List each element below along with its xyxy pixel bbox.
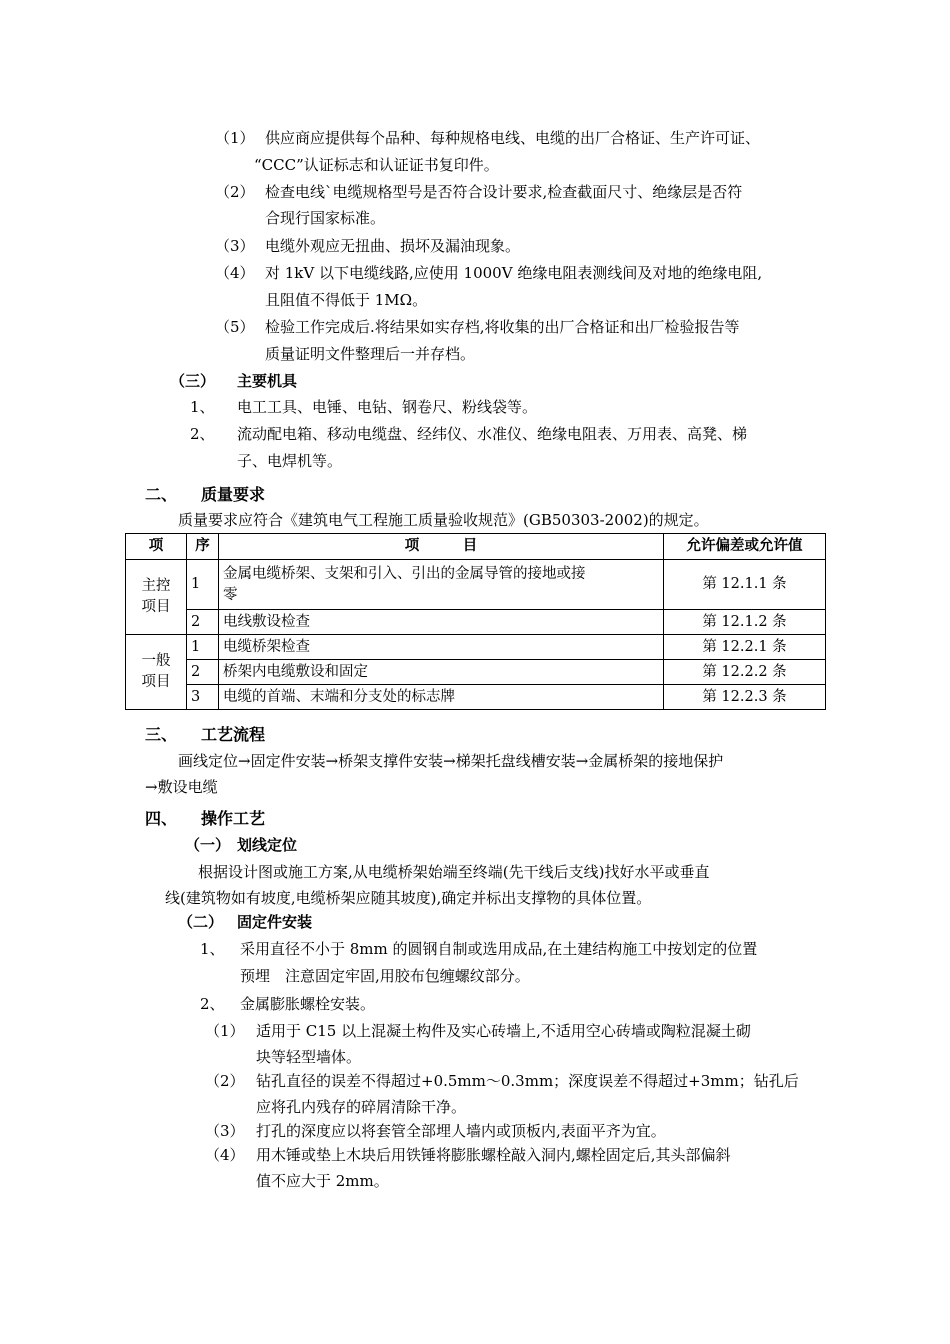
row-number: 2 xyxy=(187,610,219,635)
subsection-title: 主要机具 xyxy=(237,372,298,390)
list-item-text: 值不应大于 2mm。 xyxy=(256,1172,389,1190)
list-item-text: 检查电线`电缆规格型号是否符合设计要求,检查截面尺寸、绝缘层是否符 xyxy=(265,183,743,201)
list-item-text: 预埋 注意固定牢固,用胶布包缠螺纹部分。 xyxy=(240,967,530,985)
list-item-text: 钻孔直径的误差不得超过+0.5mm～0.3mm；深度误差不得超过+3mm；钻孔后 xyxy=(256,1072,799,1090)
column-header: 项 目 xyxy=(219,534,664,560)
list-item-text: 金属膨胀螺栓安装。 xyxy=(240,995,376,1013)
group-label-line: 项目 xyxy=(141,674,171,690)
list-item-number: （3） xyxy=(215,237,255,255)
row-value: 第 12.1.1 条 xyxy=(664,560,826,610)
section-title: 质量要求 xyxy=(201,485,266,504)
row-value: 第 12.2.3 条 xyxy=(664,685,826,710)
list-item-number: （4） xyxy=(205,1146,245,1164)
paragraph-line: →敷设电缆 xyxy=(145,778,218,796)
list-item-number: （1） xyxy=(215,129,255,147)
list-item-text: 电缆外观应无扭曲、损坏及漏油现象。 xyxy=(265,237,521,255)
paragraph-line: 根据设计图或施工方案,从电缆桥架始端至终端(先干线后支线)找好水平或垂直 xyxy=(198,863,710,881)
row-value: 第 12.1.2 条 xyxy=(664,610,826,635)
table-row xyxy=(126,660,826,685)
row-item: 桥架内电缆敷设和固定 xyxy=(219,660,664,685)
list-item-text: 且阻值不得低于 1MΩ。 xyxy=(265,291,428,309)
section-title: 工艺流程 xyxy=(201,725,266,744)
list-item-text: 采用直径不小于 8mm 的圆钢自制或选用成品,在土建结构施工中按划定的位置 xyxy=(240,940,758,958)
subsection-number: （三） xyxy=(170,372,216,390)
group-label xyxy=(126,560,187,635)
table-row xyxy=(126,610,826,635)
paragraph-line: 画线定位→固定件安装→桥架支撑件安装→梯架托盘线槽安装→金属桥架的接地保护 xyxy=(178,752,724,770)
list-item-number: 1、 xyxy=(200,940,225,958)
subsection-number: （一） xyxy=(185,836,231,854)
list-item-number: （5） xyxy=(215,318,255,336)
list-item-text: 供应商应提供每个品种、每种规格电线、电缆的出厂合格证、生产许可证、 xyxy=(265,129,761,147)
list-item-number: 2、 xyxy=(190,425,215,443)
list-item-number: （1） xyxy=(205,1022,245,1040)
table-header-row xyxy=(126,534,826,560)
row-value: 第 12.2.2 条 xyxy=(664,660,826,685)
row-item-line: 金属电缆桥架、支架和引入、引出的金属导管的接地或接 xyxy=(223,565,586,582)
row-item xyxy=(219,560,664,610)
section-number: 四、 xyxy=(145,809,178,828)
column-header: 允许偏差或允许值 xyxy=(664,534,826,560)
subsection-title: 划线定位 xyxy=(237,836,298,854)
list-item-text: 适用于 C15 以上混凝土构件及实心砖墙上,不适用空心砖墙或陶粒混凝土砌 xyxy=(256,1022,751,1040)
section-number: 二、 xyxy=(145,485,178,504)
list-item-text: 对 1kV 以下电缆线路,应使用 1000V 绝缘电阻表测线间及对地的绝缘电阻, xyxy=(265,264,763,282)
row-value: 第 12.2.1 条 xyxy=(664,635,826,660)
group-label-line: 主控 xyxy=(141,578,171,594)
row-number: 2 xyxy=(187,660,219,685)
row-number: 1 xyxy=(187,635,219,660)
list-item-text: 合现行国家标准。 xyxy=(265,209,386,227)
list-item-text: 打孔的深度应以将套管全部埋人墙内或顶板内,表面平齐为宜。 xyxy=(256,1122,666,1140)
subsection-number: （二） xyxy=(178,913,224,931)
paragraph-line: 线(建筑物如有坡度,电缆桥架应随其坡度),确定并标出支撑物的具体位置。 xyxy=(165,889,652,907)
group-label-line: 项目 xyxy=(141,599,171,615)
list-item-text: 质量证明文件整理后一并存档。 xyxy=(265,345,476,363)
list-item-text: 检验工作完成后.将结果如实存档,将收集的出厂合格证和出厂检验报告等 xyxy=(265,318,740,336)
table-row xyxy=(126,635,826,660)
list-item-number: （3） xyxy=(205,1122,245,1140)
quality-table xyxy=(125,533,826,710)
list-item-text: 块等轻型墙体。 xyxy=(256,1048,362,1066)
row-item: 电线敷设检查 xyxy=(219,610,664,635)
list-item-text: 流动配电箱、移动电缆盘、经纬仪、水准仪、绝缘电阻表、万用表、高凳、梯 xyxy=(237,425,748,443)
list-item-number: 1、 xyxy=(190,398,215,416)
list-item-number: （2） xyxy=(205,1072,245,1090)
row-item: 电缆桥架检查 xyxy=(219,635,664,660)
row-item-line: 零 xyxy=(223,586,238,603)
list-item-number: 2、 xyxy=(200,995,225,1013)
column-header: 项 xyxy=(126,534,187,560)
list-item-text: “CCC”认证标志和认证证书复印件。 xyxy=(254,156,499,174)
list-item-number: （4） xyxy=(215,264,255,282)
section-title: 操作工艺 xyxy=(201,809,266,828)
list-item-text: 子、电焊机等。 xyxy=(237,452,343,470)
section-intro: 质量要求应符合《建筑电气工程施工质量验收规范》(GB50303-2002)的规定。 xyxy=(178,511,709,529)
group-label-line: 一般 xyxy=(141,653,171,669)
table-row xyxy=(126,560,826,610)
column-header: 序 xyxy=(187,534,219,560)
row-number: 1 xyxy=(187,560,219,610)
subsection-title: 固定件安装 xyxy=(237,913,313,931)
list-item-text: 应将孔内残存的碎屑清除干净。 xyxy=(256,1098,467,1116)
row-item: 电缆的首端、末端和分支处的标志牌 xyxy=(219,685,664,710)
list-item-text: 电工工具、电锤、电钻、钢卷尺、粉线袋等。 xyxy=(237,398,538,416)
section-number: 三、 xyxy=(145,725,178,744)
list-item-text: 用木锤或垫上木块后用铁锤将膨胀螺栓敲入洞内,螺栓固定后,其头部偏斜 xyxy=(256,1146,731,1164)
row-number: 3 xyxy=(187,685,219,710)
group-label xyxy=(126,635,187,710)
list-item-number: （2） xyxy=(215,183,255,201)
table-row xyxy=(126,685,826,710)
